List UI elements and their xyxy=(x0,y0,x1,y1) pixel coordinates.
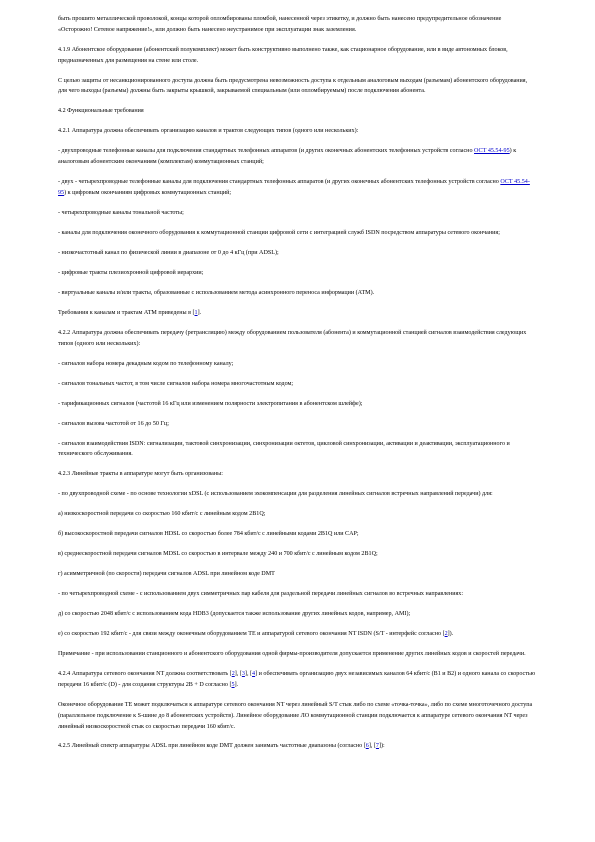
paragraph-text: ], [ xyxy=(244,671,253,678)
paragraph-text: - по четырехпроводной схеме - с использованием двух симметричных пар кабеля для раздельной передачи линейных сигналов во встречных направлениях: xyxy=(58,591,464,598)
reference-link[interactable]: 1 xyxy=(194,309,198,316)
paragraph-text: Требования к каналам и трактам АТМ приведены в [ xyxy=(58,309,195,316)
paragraph-text: 4.2.3 Линейные тракты в аппаратуре могут быть организованы: xyxy=(58,471,223,478)
paragraph xyxy=(58,629,537,640)
paragraph xyxy=(58,268,537,279)
paragraph-text: - сигналов тональных частот, в том числе сигналов набора номера многочастотным кодом; xyxy=(58,380,294,387)
paragraph-text: д) со скоростью 2048 кбит/с с использованием кода HDB3 (допускается также использование других линейных кодов, например, AMI); xyxy=(58,611,411,618)
paragraph-text: - сигналов вызова частотой от 16 до 50 Гц; xyxy=(58,420,169,427)
paragraph xyxy=(58,328,537,350)
paragraph-text: е) со скоростью 192 кбит/с - для связи между оконечным оборудованием ТЕ и аппаратурой сетевого окончания NT ISDN (S/T - интерфейс согласно [ xyxy=(58,631,445,638)
paragraph-text: ) к аналоговым абонентским окончаниям (комплектам) коммутационных станций; xyxy=(58,148,517,166)
paragraph xyxy=(58,609,537,620)
paragraph-text: быть прошито металлической проволокой, концы которой опломбированы пломбой, нанесенной через этикетку, и должно быть нанесено предупредительное обозначение «Осторожно! Сетевое напряжение!», или должно быть нанесено неустранимое при эксплуатации знак заземления. xyxy=(58,16,502,33)
reference-link[interactable]: ОСТ 45.54-95 xyxy=(58,179,530,196)
paragraph-text: ]): xyxy=(378,743,385,750)
paragraph xyxy=(58,76,537,98)
paragraph-text: ) к цифровым окончаниям цифровых коммутационных станций; xyxy=(64,189,232,196)
paragraph xyxy=(58,14,537,36)
reference-link[interactable]: 3 xyxy=(241,671,245,678)
paragraph-text: ], [ xyxy=(368,743,376,750)
paragraph-text: Примечание - при использовании станционного и абонентского оборудования одной фирмы-производителя допускается применение других линейных кодов и скоростей передачи. xyxy=(58,651,526,658)
paragraph-text: С целью защиты от несанкционированного доступа должна быть предусмотрена невозможность доступа к отдельным аналоговым выходам (разъемам) абонентского оборудования, для чего выходы (разъемы) должны быть закрыты крышкой, закрываемой специальным (или опломбируемым) после подключения абонента. xyxy=(58,77,528,95)
paragraph xyxy=(58,126,537,137)
paragraph xyxy=(58,741,537,752)
paragraph-text: 4.2.4 Аппаратура сетевого окончания NT должна соответствовать [ xyxy=(58,671,232,678)
paragraph-text: - двух - четырехпроводные телефонные каналы для подключения стандартных телефонных аппаратов (и других оконечных абонентских телефонных устройств согласно xyxy=(58,179,501,186)
paragraph xyxy=(58,288,537,299)
paragraph xyxy=(58,649,537,660)
paragraph-text: ], [ xyxy=(234,671,242,678)
paragraph xyxy=(58,419,537,430)
paragraph xyxy=(58,248,537,259)
paragraph-text: ]. xyxy=(234,681,239,688)
paragraph-text: Оконечное оборудование ТЕ может подключаться к аппаратуре сетевого окончания NT через линейный S/T стык либо по схеме «точка-точка», либо по схеме многоточечного доступа (параллельное подключение к S-шине до 8 абонентских устройств). Линейное оборудование ЛО коммутационной станции подключается к аппаратуре сетевого окончания NT через линейный низкоскоростной стык со скоростью передачи 160 кбит/с. xyxy=(58,701,533,730)
paragraph xyxy=(58,45,537,67)
paragraph-text: ]. xyxy=(197,309,202,316)
paragraph xyxy=(58,399,537,410)
paragraph-text: - сигналов взаимодействия ISDN: сигнализации, тактовой синхронизации, синхронизации октетов, цикловой синхронизации, активации и деактивации, эксплуатационного и технического обслуживания. xyxy=(58,440,510,458)
paragraph xyxy=(58,569,537,580)
paragraph-text: г) асимметричной (по скорости) передачи сигналов ADSL при линейном коде DMT xyxy=(58,571,275,578)
reference-link[interactable]: 2 xyxy=(231,671,235,678)
paragraph xyxy=(58,379,537,390)
paragraph xyxy=(58,669,537,691)
paragraph xyxy=(58,146,537,168)
paragraph xyxy=(58,469,537,480)
paragraph xyxy=(58,549,537,560)
paragraph xyxy=(58,177,537,199)
paragraph-text: а) низкоскоростной передачи со скоростью 160 кбит/с с линейным кодом 2B1Q; xyxy=(58,511,266,518)
paragraph-text: б) высокоскоростной передачи сигналов HDSL со скоростью более 784 кбит/с с линейными кодами 2B1Q или CAP; xyxy=(58,531,359,538)
paragraph-text: - по двухпроводной схеме - по основе технологии xDSL (с использованием эхокомпенсации для разделения линейных сигналов встречных направлений передачи) для: xyxy=(58,491,493,498)
paragraph-text: - цифровые тракты плезиохронной цифровой иерархии; xyxy=(58,269,204,276)
reference-link[interactable]: 5 xyxy=(231,681,235,688)
paragraph-text: - сигналов набора номера декадным кодом по телефонному каналу; xyxy=(58,360,234,367)
reference-link[interactable]: 2 xyxy=(444,631,448,638)
paragraph-text: - четырехпроводные каналы тональной частоты; xyxy=(58,209,184,216)
paragraph xyxy=(58,509,537,520)
paragraph-text: ]). xyxy=(447,631,454,638)
paragraph-text: 4.1.9 Абонентское оборудование (абонентский полукомплект) может быть конструктивно выполнено также, как стационарное оборудование, или в виде автономных блоков, предназначенных для размещения на стене или столе. xyxy=(58,46,508,64)
paragraph-text: 4.2.2 Аппаратура должна обеспечивать передачу (ретрансляцию) между оборудованием пользователя (абонента) и коммутационной станцией сигналов взаимодействия следующих типов (одного или нескольких): xyxy=(58,329,527,347)
paragraph-text: в) среднескоростной передачи сигналов MDSL со скоростью в интервале между 240 и 700 кбит/с с линейным кодом 2B1Q; xyxy=(58,551,378,558)
paragraph xyxy=(58,106,537,117)
paragraph xyxy=(58,308,537,319)
paragraph xyxy=(58,489,537,500)
paragraph xyxy=(58,208,537,219)
paragraph-text: - двухпроводные телефонные каналы для подключения стандартных телефонных аппаратов (и других оконечных абонентских телефонных устройств согласно xyxy=(58,148,475,155)
paragraph xyxy=(58,529,537,540)
paragraph xyxy=(58,700,537,732)
paragraph-text: 4.2.1 Аппаратура должна обеспечивать организацию каналов и трактов следующих типов (одного или нескольких): xyxy=(58,128,359,135)
paragraph xyxy=(58,228,537,239)
paragraph-text: 4.2.5 Линейный спектр аппаратуры ADSL при линейном коде DMT должен занимать частотные диапазоны (согласно [ xyxy=(58,743,366,750)
paragraph-text: - каналы для подключения оконечного оборудования к коммутационной станции цифровой сети с интеграцией служб ISDN посредством аппаратуры сетевого окончания; xyxy=(58,229,500,236)
reference-link[interactable]: ОСТ 45.54-95 xyxy=(474,148,510,155)
reference-link[interactable]: 7 xyxy=(375,743,379,750)
paragraph-text: ] и обеспечивать организацию двух независимых каналов 64 кбит/с (B1 и B2) и одного канала со скоростью передачи 16 кбит/с (D) - для создания структуры 2B + D согласно [ xyxy=(58,671,536,688)
paragraph-text: 4.2 Функциональные требования xyxy=(58,108,144,115)
reference-link[interactable]: 6 xyxy=(365,743,369,750)
paragraph xyxy=(58,439,537,461)
paragraph xyxy=(58,589,537,600)
paragraph-text: - виртуальные каналы и/или тракты, образованные с использованием метода асинхронного переноса информации (АТМ). xyxy=(58,289,375,296)
paragraph xyxy=(58,359,537,370)
paragraph-text: - тарификационных сигналов (частотой 16 кГц или изменением полярности электропитания в абонентском шлейфе); xyxy=(58,400,363,407)
paragraph-text: - низкочастотный канал по физической линии в диапазоне от 0 до 4 кГц (при ADSL); xyxy=(58,249,279,256)
reference-link[interactable]: 4 xyxy=(252,671,256,678)
